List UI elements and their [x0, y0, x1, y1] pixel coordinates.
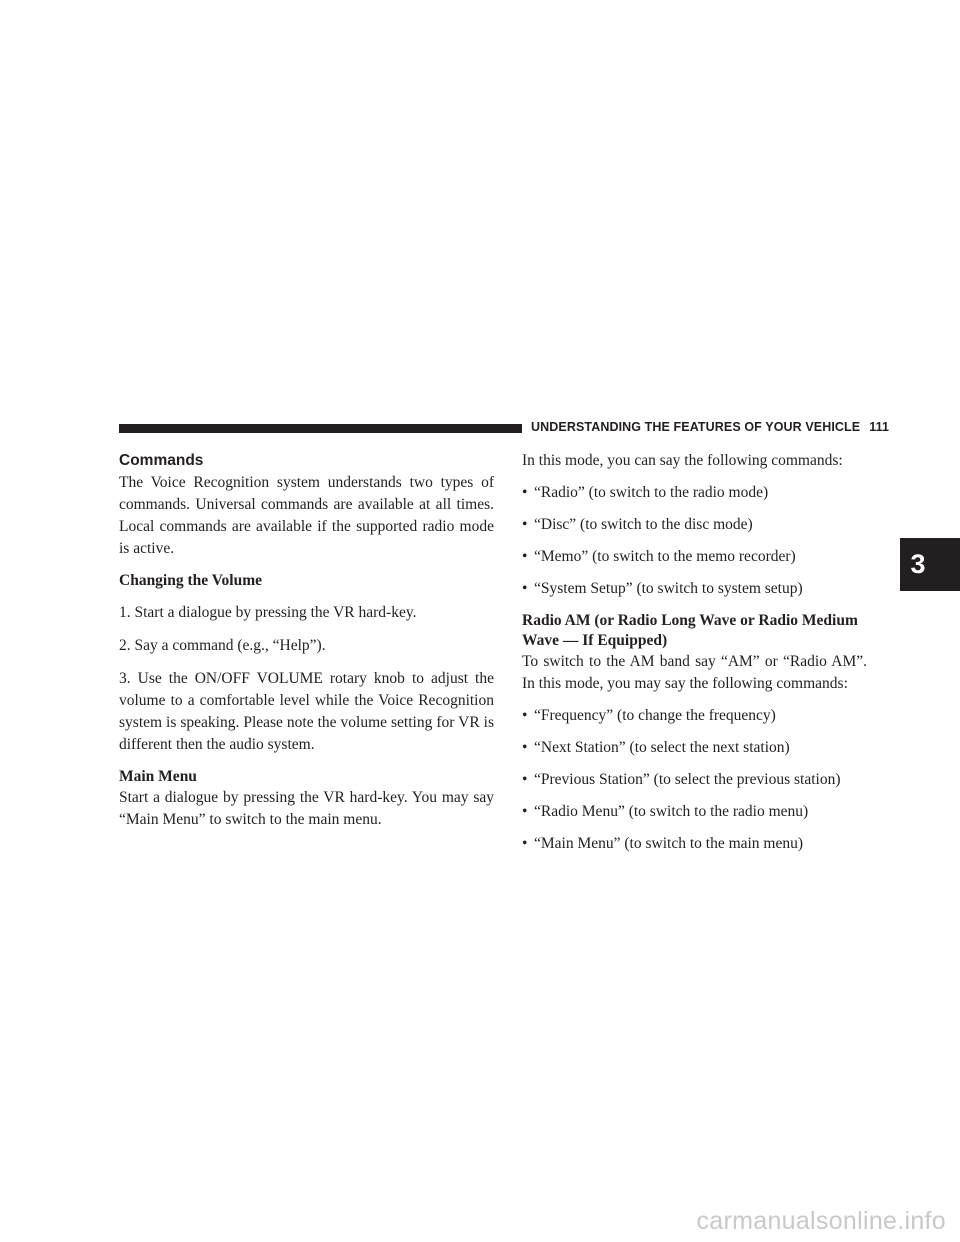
page-number: 111 — [869, 420, 889, 434]
section-tab: 3 — [900, 538, 960, 591]
list-item: • “Disc” (to switch to the disc mode) — [522, 514, 867, 536]
bullet-icon: • — [522, 580, 528, 597]
radio-am-heading: Radio AM (or Radio Long Wave or Radio Medium Wave — If Equipped) — [522, 612, 858, 649]
commands-intro: In this mode, you can say the following commands: — [522, 452, 843, 469]
bullet-icon: • — [522, 803, 528, 820]
bullet-icon: • — [522, 484, 528, 501]
main-menu-heading: Main Menu — [119, 768, 197, 785]
list-item: • “Radio Menu” (to switch to the radio menu) — [522, 801, 867, 823]
header-rule — [119, 424, 522, 433]
bullet-icon: • — [522, 707, 528, 724]
main-commands-list — [522, 482, 867, 600]
radio-commands-list — [522, 705, 867, 855]
list-item: • “Radio” (to switch to the radio mode) — [522, 482, 867, 504]
commands-heading: Commands — [119, 452, 204, 469]
running-header — [531, 420, 889, 434]
list-item: • “Next Station” (to select the next station) — [522, 737, 867, 759]
left-column — [119, 450, 494, 831]
list-item: • “Memo” (to switch to the memo recorder) — [522, 546, 867, 568]
step-3: 3. Use the ON/OFF VOLUME rotary knob to adjust the volume to a comfortable level while the Voice Recognition system is speaking. Please note the volume setting for VR is different then the audio system. — [119, 670, 494, 753]
main-menu-paragraph: Start a dialogue by pressing the VR hard-key. You may say “Main Menu” to switch to the main menu. — [119, 789, 494, 828]
watermark: carmanualsonline.info — [696, 1207, 946, 1235]
step-1: 1. Start a dialogue by pressing the VR hard-key. — [119, 604, 417, 621]
running-header-title: UNDERSTANDING THE FEATURES OF YOUR VEHICLE — [531, 420, 861, 434]
bullet-icon: • — [522, 548, 528, 565]
bullet-icon: • — [522, 835, 528, 852]
right-column — [522, 450, 867, 855]
list-item: • “Previous Station” (to select the previous station) — [522, 769, 867, 791]
commands-paragraph: The Voice Recognition system understands two types of commands. Universal commands are available at all times. Local commands are available if the supported radio mode is active. — [119, 474, 494, 557]
list-item: • “System Setup” (to switch to system setup) — [522, 578, 867, 600]
bullet-icon: • — [522, 739, 528, 756]
list-item: • “Frequency” (to change the frequency) — [522, 705, 867, 727]
radio-am-paragraph: To switch to the AM band say “AM” or “Radio AM”. In this mode, you may say the following commands: — [522, 653, 867, 692]
list-item: • “Main Menu” (to switch to the main menu) — [522, 833, 867, 855]
bullet-icon: • — [522, 771, 528, 788]
volume-heading: Changing the Volume — [119, 572, 262, 589]
bullet-icon: • — [522, 516, 528, 533]
step-2: 2. Say a command (e.g., “Help”). — [119, 637, 326, 654]
